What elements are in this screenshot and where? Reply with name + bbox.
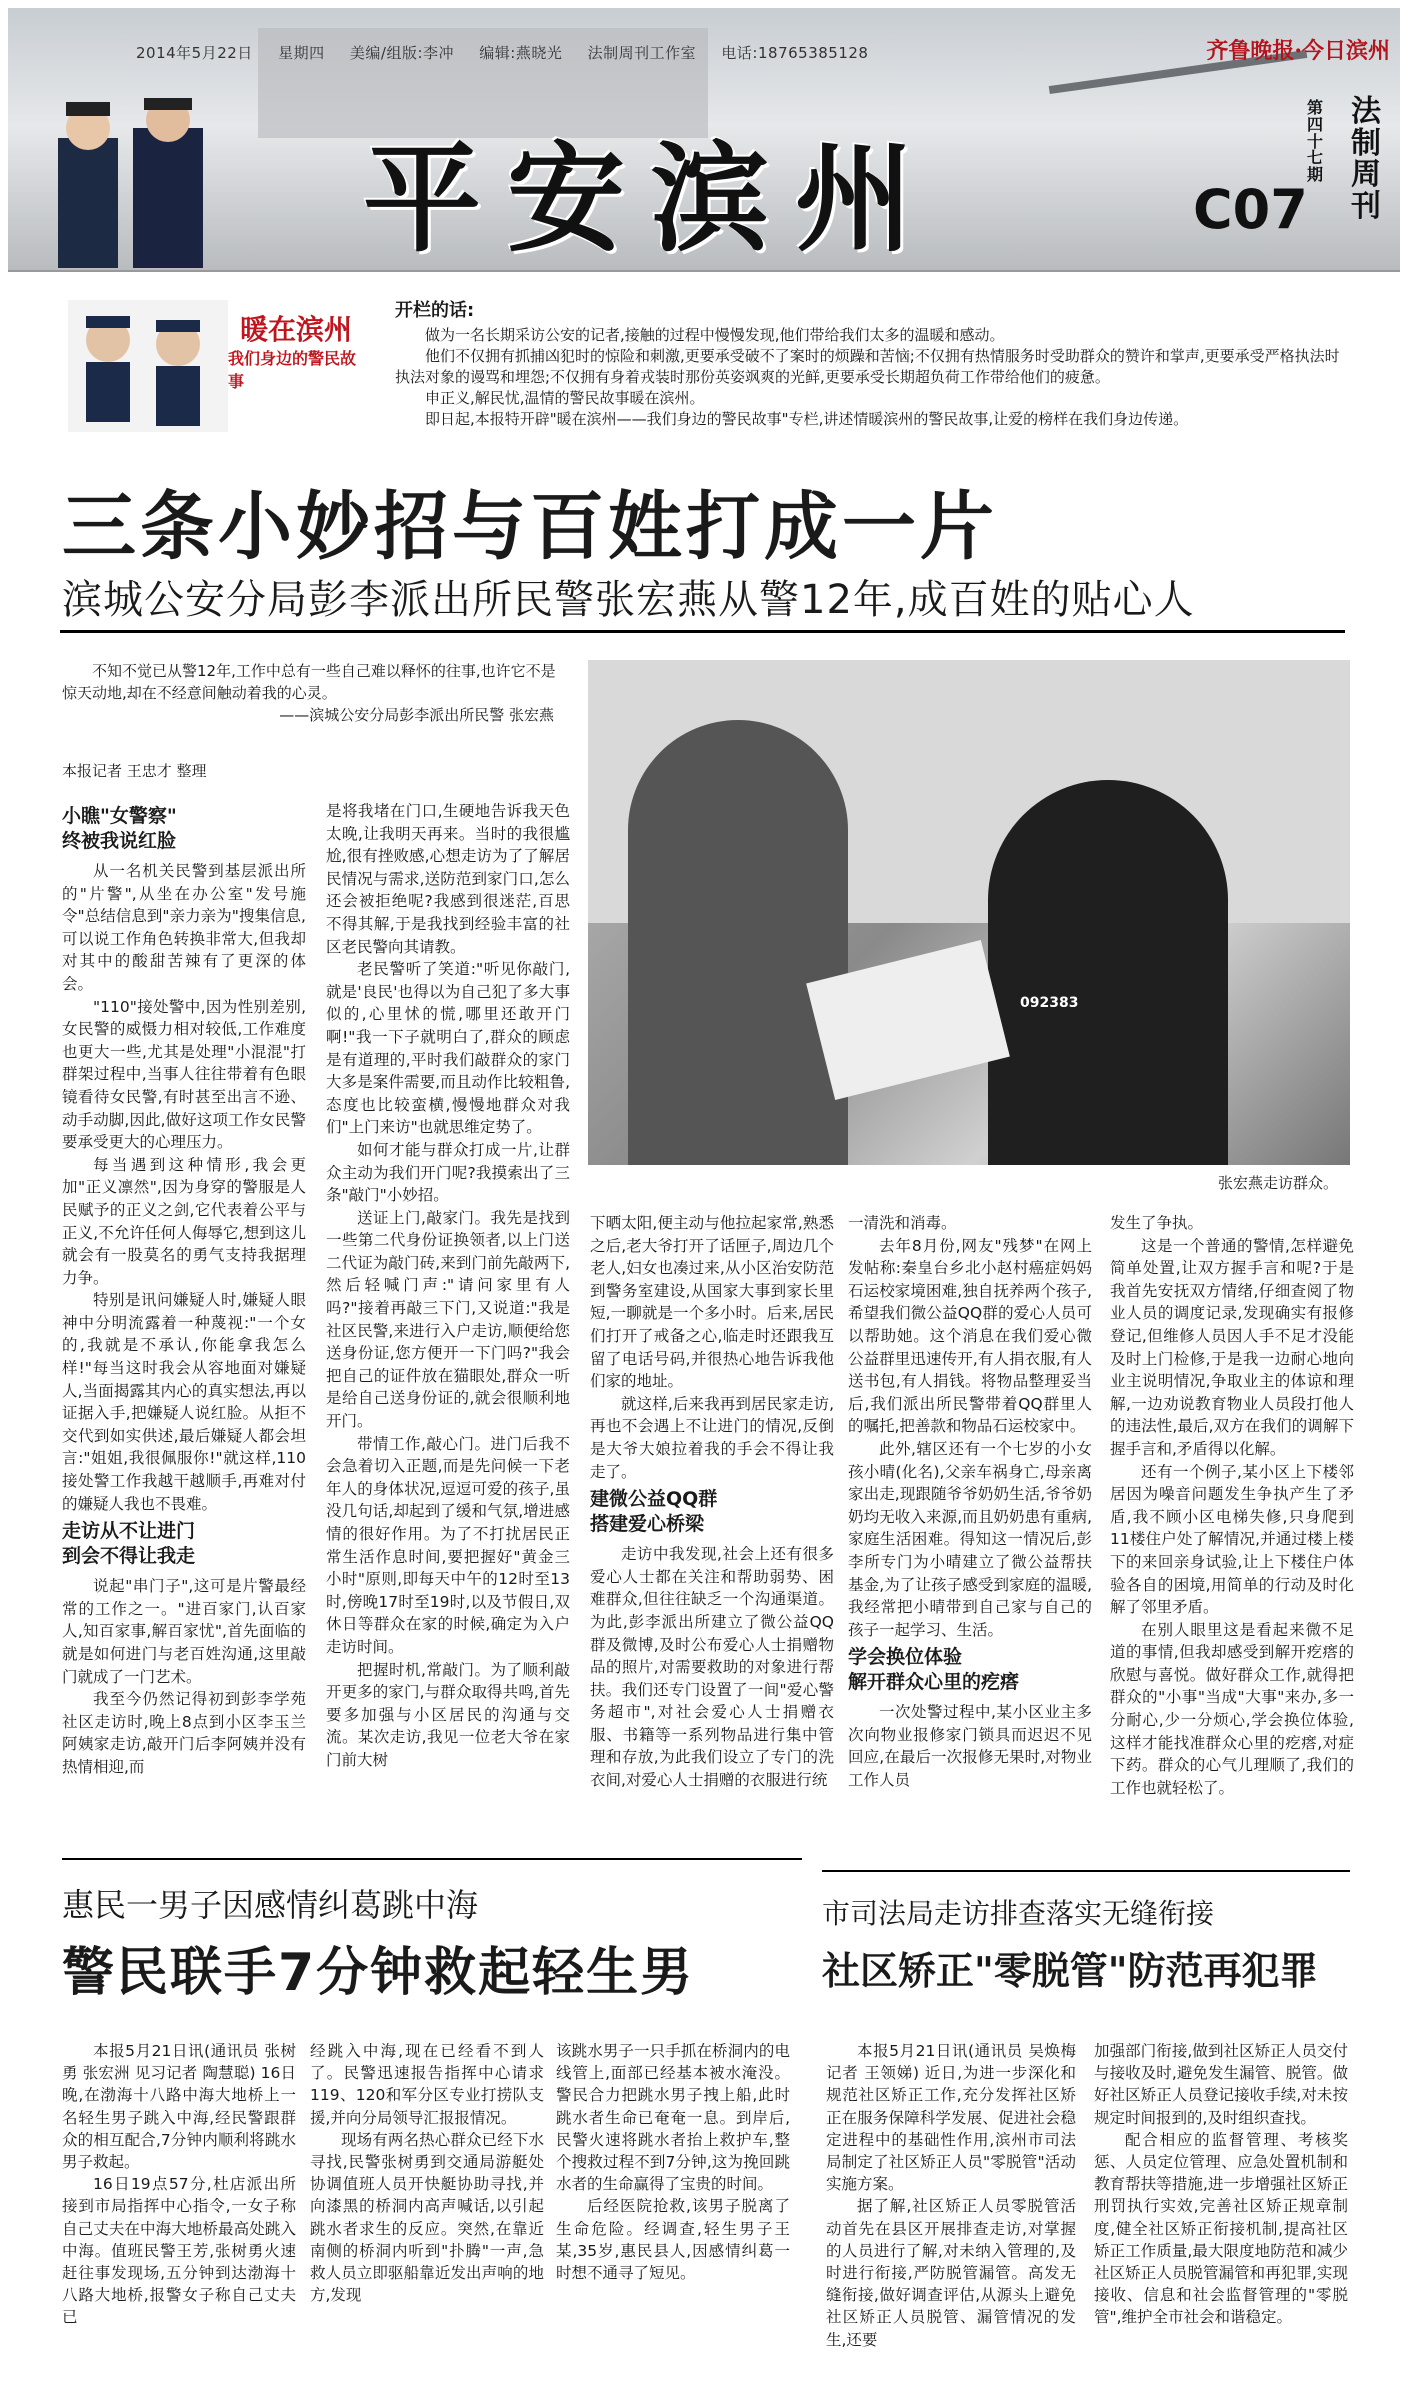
issue-weekday: 星期四 [278,44,325,62]
subheading: 走访从不让进门 到会不得让我走 [62,1520,196,1568]
police-badge-number: 092383 [1020,995,1079,1011]
intro-paragraph: 申正义,解民忧,温情的警民故事暖在滨州。 [425,389,705,407]
paragraph: 在别人眼里这是看起来微不足道的事情,但我却感受到解开疙瘩的欣慰与喜悦。做好群众工作,就得把群众的"小事"当成"大事"来办,多一分耐心,少一分烦心,学会换位体验,这样才能找准群众心里的疙瘩,对症下药。群众的心气儿理顺了,我们的工作也就轻松了。 [1110,1620,1354,1797]
story2-column-2 [310,2040,544,2306]
article-column-5 [1110,1212,1354,1799]
intro-paragraph: 他们不仅拥有抓捕凶犯时的惊险和刺激,更要承受破不了案时的烦躁和苦恼;不仅拥有热情服务时受助群众的赞许和掌声,更要承受严格执法时执法对象的谩骂和埋怨;不仅拥有身着戎装时那份英姿飒爽的光鲜,更要承受长期超负荷工作带给他们的疲惫。 [395,347,1340,386]
article-column-3 [590,1212,834,1792]
masthead [8,8,1400,272]
photo-caption: 张宏燕走访群众。 [1218,1174,1339,1192]
subheading: 建微公益QQ群 搭建爱心桥梁 [590,1488,718,1536]
story2-kicker: 惠民一男子因感情纠葛跳中海 [62,1886,479,1924]
paragraph: 如何才能与群众打成一片,让群众主动为我们开门呢?我摸索出了三条"敲门"小妙招。 [326,1140,570,1205]
pull-quote [62,660,562,726]
story2-headline: 警民联手7分钟救起轻生男 [62,1943,695,2003]
page-number: C07 [1193,178,1308,241]
paragraph: 是将我堵在门口,生硬地告诉我天色太晚,让我明天再来。当时的我很尴尬,很有挫败感,心想走访为了了解居民情况与需求,送防范到家门口,怎么还会被拒绝呢?我感到很迷茫,百思不得其解,于是我找到经验丰富的社区老民警向其请教。 [326,802,570,956]
paragraph: 把握时机,常敲门。为了顺利敲开更多的家门,与群众取得共鸣,首先要多加强与小区居民的沟通与交流。某次走访,我见一位老大爷在家门前大树 [326,1660,570,1769]
divider [822,1870,1350,1872]
paragraph: "110"接处警中,因为性别差别,女民警的威慑力相对较低,工作难度也更大一些,尤其是处理"小混混"打群架过程中,当事人往往带着有色眼镜看待女民警,有时甚至出言不逊、动手动脚,因此,做好这项工作女民警要承受更大的心理压力。 [62,997,306,1152]
paragraph: 带情工作,敲心门。进门后我不会急着切入正题,而是先问候一下老年人的身体状况,逗逗可爱的孩子,虽没几句话,却起到了缓和气氛,增进感情的很好作用。为了不打扰居民正常生活作息时间,要把握好"黄金三小时"原则,即每天中午的12时至13时,傍晚17时至19时,以及节假日,双休日等群众在家的时候,确定为入户走访时间。 [326,1434,570,1656]
paragraph: 特别是讯问嫌疑人时,嫌疑人眼神中分明流露着一种蔑视:"一个女的,我就是不承认,你能拿我怎么样!"每当这时我会从容地面对嫌疑人,当面揭露其内心的真实想法,再以证据入手,把嫌疑人说红脸。从拒不交代到如实供述,最后嫌疑人都会坦言:"姐姐,我很佩服你!"就这样,110接处警工作我越干越顺手,再难对付的嫌疑人我也不畏难。 [62,1291,306,1513]
column-intro [395,300,1340,430]
paragraph: 现场有两名热心群众已经下水寻找,民警张树勇到交通局游艇处协调值班人员开快艇协助寻找,并向漆黑的桥洞内高声喊话,以引起跳水者求生的反应。突然,在靠近南侧的桥洞内听到"扑腾"一声,急救人员立即驱船靠近发出声响的地方,发现 [310,2130,544,2305]
paragraph: 经跳入中海,现在已经看不到人了。民警迅速报告指挥中心请求119、120和军分区专业打捞队支援,并向分局领导汇报报情况。 [310,2042,544,2127]
paragraph: 从一名机关民警到基层派出所的"片警",从坐在办公室"发号施令"总结信息到"亲力亲为"搜集信息,可以说工作角色转换非常大,但我却对其中的酸甜苦辣有了更深的体会。 [62,862,306,993]
paragraph: 加强部门衔接,做到社区矫正人员交付与接收及时,避免发生漏管、脱管。做好社区矫正人员登记接收手续,对未按规定时间报到的,及时组织查找。 [1094,2042,1348,2127]
paragraph: 老民警听了笑道:"听见你敲门,就是'良民'也得以为自己犯了多大事似的,心里怵的慌,哪里还敢开门啊!"我一下子就明白了,群众的顾虑是有道理的,平时我们敲群众的家门大多是案件需要,而且动作比较粗鲁,态度也比较蛮横,慢慢地群众对我们"上门来访"也就思维定势了。 [326,960,570,1137]
paragraph: 据了解,社区矫正人员零脱管活动首先在县区开展排查走访,对掌握的人员进行了解,对未纳入管理的,及时进行衔接,严防脱管漏管。高发无缝衔接,做好调查评估,从源头上避免社区矫正人员脱管、漏管情况的发生,还要 [826,2197,1076,2349]
paragraph: 每当遇到这种情形,我会更加"正义凛然",因为身穿的警服是人民赋予的正义之剑,它代表着公平与正义,不允许任何人侮辱它,想到这儿就会有一股莫名的勇气支持我据理力争。 [62,1155,306,1287]
masthead-meta [136,42,888,63]
column-logo-title: 暖在滨州 [240,313,353,346]
paragraph: 走访中我发现,社会上还有很多爱心人士都在关注和帮助弱势、困难群众,但往往缺乏一个沟通渠道。为此,彭李派出所建立了微公益QQ群及微博,及时公布爱心人士捐赠物品的照片,对需要救助的对象进行帮扶。我们还专门设置了一间"爱心警务超市",对社会爱心人士捐赠衣服、书籍等一系列物品进行集中管理和存放,为此我们设立了专门的洗衣间,对爱心人士捐赠的衣服进行统 [590,1545,834,1790]
story3-kicker: 市司法局走访排查落实无缝衔接 [822,1897,1215,1930]
paragraph: 本报5月21日讯(通讯员 张树勇 张宏洲 见习记者 陶慧聪) 16日晚,在渤海十八路中海大地桥上一名轻生男子跳入中海,经民警跟群众的相互配合,7分钟内顺利将跳水男子救起。 [62,2042,296,2172]
paragraph: 该跳水男子一只手抓在桥洞内的电线管上,面部已经基本被水淹没。警民合力把跳水男子拽上船,此时跳水者生命已奄奄一息。到岸后,民警火速将跳水者抬上救护车,整个搜救过程不到7分钟,这为挽回跳水者的生命赢得了宝贵的时间。 [556,2042,790,2194]
news-photo [588,660,1350,1165]
story3-column-1 [826,2040,1076,2351]
paragraph: 配合相应的监督管理、考核奖惩、人员定位管理、应急处置机制和教育帮扶等措施,进一步增强社区矫正刑罚执行实效,完善社区矫正规章制度,健全社区矫正衔接机制,提高社区矫正工作质量,最大限度地防范和减少社区矫正人员脱管漏管和再犯罪,实现接收、信息和社会监督管理的"零脱管",维护全市社会和谐稳定。 [1094,2130,1348,2327]
editor-credit: 编辑:燕晓光 [479,44,563,62]
story3-column-2 [1094,2040,1348,2329]
section-title: 平安滨州 [363,129,940,268]
column-logo [68,300,368,432]
article-column-1 [62,800,306,1779]
photo-figure-man [628,720,848,1165]
column-logo-subtitle: 我们身边的警民故事 [228,349,357,391]
main-headline: 三条小妙招与百姓打成一片 [62,484,998,570]
newspaper-brand: 齐鲁晚报·今日滨州 [1206,38,1390,64]
article-column-2 [326,800,570,1772]
article-column-4 [848,1212,1092,1792]
police-cartoon-icon [68,300,228,432]
intro-paragraph: 即日起,本报特开辟"暖在滨州——我们身边的警民故事"专栏,讲述情暖滨州的警民故事,让爱的榜样在我们身边传递。 [425,410,1189,428]
paragraph: 我至今仍然记得初到彭李学苑社区走访时,晚上8点到小区李玉兰阿姨家走访,敲开门后李阿姨并没有热情相迎,而 [62,1690,306,1776]
quote-signature: ——滨城公安分局彭李派出所民警 张宏燕 [279,706,554,724]
paragraph: 发生了争执。 [1110,1214,1204,1232]
designer-credit: 美编/组版:李冲 [349,44,454,62]
issue-number: 第四十七期 [1306,98,1323,185]
paragraph: 送证上门,敲家门。我先是找到一些第二代身份证换领者,以上门送二代证为敲门砖,来到门前先敲两下,然后轻喊门声:"请问家里有人吗?"接着再敲三下门,又说道:"我是社区民警,来进行入户走访,顺便给您送身份证,您方便开一下门吗?"我会把自己的证件放在猫眼处,群众一听是给自己送身份证的,就会很顺利地开门。 [326,1208,570,1431]
subheading: 小瞧"女警察" 终被我说红脸 [62,805,177,852]
studio-credit: 法制周刊工作室 [587,44,697,62]
paragraph: 这是一个普通的警情,怎样避免简单处置,让双方握手言和呢?于是我首先安抚双方情绪,仔细查阅了物业人员的调度记录,发现确实有报修登记,但维修人员因人手不足才没能及时上门检修,于是我一边耐心地向业主说明情况,争取业主的体谅和理解,一边劝说教育物业人员段打他人的违法性,最后,双方在我们的调解下握手言和,矛盾得以化解。 [1110,1236,1354,1458]
main-subheadline: 滨城公安分局彭李派出所民警张宏燕从警12年,成百姓的贴心人 [62,577,1195,623]
byline: 本报记者 王忠才 整理 [62,762,207,780]
paragraph: 去年8月份,网友"残梦"在网上发帖称:秦皇台乡北小赵村癌症妈妈石运校家境困难,独自抚养两个孩子,希望我们微公益QQ群的爱心人员可以帮助她。这个消息在我们爱心微公益群里迅速传开,有人捐衣服,有人送书包,有人捐钱。将物品整理妥当后,我们派出所民警带着QQ群里人的嘱托,把善款和物品石运校家中。 [848,1236,1092,1436]
story2-column-1 [62,2040,296,2329]
photo-figure-policewoman [988,780,1228,1165]
paragraph: 本报5月21日讯(通讯员 吴焕梅 记者 王领娣) 近日,为进一步深化和规范社区矫正工作,充分发挥社区矫正在服务保障科学发展、促进社会稳定进程中的基础性作用,滨州市司法局制定了社区矫正人员"零脱管"活动实施方案。 [826,2042,1076,2194]
paragraph: 就这样,后来我再到居民家走访,再也不会遇上不让进门的情况,反倒是大爷大娘拉着我的手会不得让我走了。 [590,1394,834,1481]
story2-column-3 [556,2040,790,2284]
story3-headline: 社区矫正"零脱管"防范再犯罪 [822,1949,1318,1993]
paragraph: 后经医院抢救,该男子脱离了生命危险。经调查,轻生男子王某,35岁,惠民县人,因感情纠葛一时想不通寻了短见。 [556,2197,790,2283]
divider [62,1858,802,1860]
police-figures-image [48,98,218,268]
paragraph: 一次处警过程中,某小区业主多次向物业报修家门锁具而迟迟不见回应,在最后一次报修无果时,对物业工作人员 [848,1703,1092,1790]
quote-text: 不知不觉已从警12年,工作中总有一些自己难以释怀的往事,也许它不是惊天动地,却在不经意间触动着我的心灵。 [62,662,556,702]
intro-heading: 开栏的话: [395,300,475,321]
issue-date: 2014年5月22日 [136,44,253,62]
paragraph: 此外,辖区还有一个七岁的小女孩小晴(化名),父亲车祸身亡,母亲离家出走,现跟随爷爷奶奶生活,爷爷奶奶均无收入来源,而且奶奶患有重病,家庭生活困难。得知这一情况后,彭李所专门为小晴建立了微公益帮扶基金,为了让孩子感受到家庭的温暖,我经常把小晴带到自己家与自己的孩子一起学习、生活。 [848,1439,1092,1639]
paragraph: 一清洗和消毒。 [848,1214,957,1232]
paragraph: 16日19点57分,杜店派出所接到市局指挥中心指令,一女子称自己丈夫在中海大地桥最高处跳入中海。值班民警王芳,张树勇火速赶往事发现场,五分钟到达渤海十八路大地桥,报警女子称自己丈夫已 [62,2175,296,2327]
paragraph: 下晒太阳,便主动与他拉起家常,熟悉之后,老大爷打开了话匣子,周边几个老人,妇女也凑过来,从小区治安防范到警务室建设,从国家大事到家长里短,一聊就是一个多小时。后来,居民们打开了戒备之心,临走时还跟我互留了电话号码,并很热心地告诉我他们家的地址。 [590,1214,834,1391]
divider [60,630,1345,633]
paragraph: 说起"串门子",这可是片警最经常的工作之一。"进百家门,认百家人,知百家事,解百家忧",首先面临的就是如何进门与老百姓沟通,这里敲门就成了一门艺术。 [62,1577,306,1686]
subheading: 学会换位体验 解开群众心里的疙瘩 [848,1646,1020,1694]
phone-number: 电话:18765385128 [721,44,869,62]
intro-paragraph: 做为一名长期采访公安的记者,接触的过程中慢慢发现,他们带给我们太多的温暖和感动。 [425,326,1005,344]
weekly-label: 法制周刊 [1351,94,1381,224]
paragraph: 还有一个例子,某小区上下楼邻居因为噪音问题发生争执产生了矛盾,我不顾小区电梯失修,只身爬到11楼住户处了解情况,并通过楼上楼下的来回亲身试验,让上下楼住户体验各自的困境,用简单的行动及时化解了邻里矛盾。 [1110,1462,1354,1617]
